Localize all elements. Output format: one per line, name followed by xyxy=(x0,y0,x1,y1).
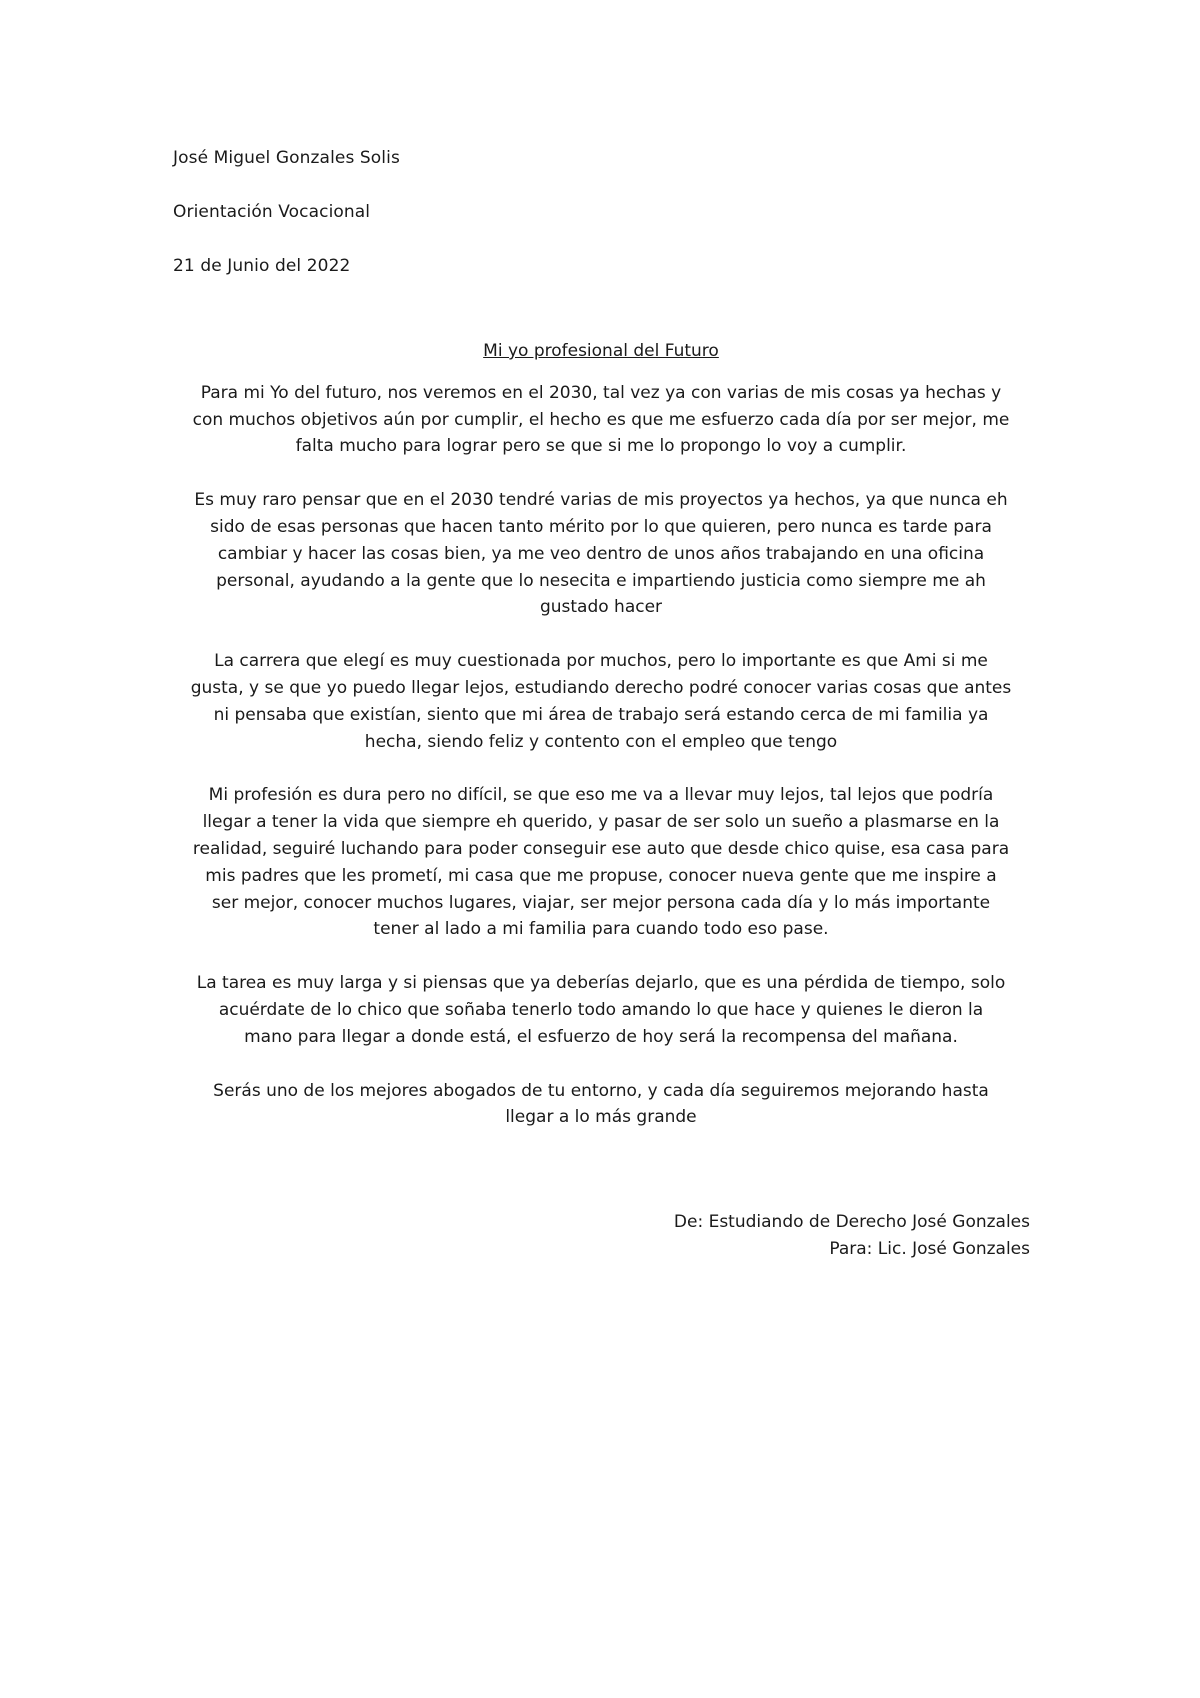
document-title: Mi yo profesional del Futuro xyxy=(483,341,719,361)
paragraph-line: ni pensaba que existían, siento que mi área de trabajo será estando cerca de mi familia ya xyxy=(213,704,989,725)
paragraph-line: La carrera que elegí es muy cuestionada por muchos, pero lo importante es que Ami si me xyxy=(214,651,988,672)
paragraph-line: gustado hacer xyxy=(539,597,663,618)
signature-to: Para: Lic. José Gonzales xyxy=(829,1238,1030,1259)
paragraph-line: llegar a lo más grande xyxy=(505,1107,697,1128)
paragraph-line: La tarea es muy larga y si piensas que ya deberías dejarlo, que es una pérdida de tiempo, solo xyxy=(196,973,1006,994)
paragraph-6 xyxy=(160,1078,1042,1132)
paragraph-line: tener al lado a mi familia para cuando todo eso pase. xyxy=(373,919,829,940)
paragraph-line: ser mejor, conocer muchos lugares, viajar, ser mejor persona cada día y lo más importante xyxy=(211,892,991,913)
course-name: Orientación Vocacional xyxy=(173,202,371,222)
paragraph-4 xyxy=(160,782,1042,943)
paragraph-line: Mi profesión es dura pero no difícil, se que eso me va a llevar muy lejos, tal lejos que podría xyxy=(208,785,994,806)
paragraph-line: sido de esas personas que hacen tanto mérito por lo que quieren, pero nunca es tarde para xyxy=(210,516,992,537)
paragraph-line: acuérdate de lo chico que soñaba tenerlo todo amando lo que hace y quienes le dieron la xyxy=(218,999,984,1020)
author-name: José Miguel Gonzales Solis xyxy=(173,148,400,168)
paragraph-1 xyxy=(160,380,1042,460)
paragraph-line: Serás uno de los mejores abogados de tu entorno, y cada día seguiremos mejorando hasta xyxy=(213,1080,989,1101)
paragraph-line: llegar a tener la vida que siempre eh querido, y pasar de ser solo un sueño a plasmarse en la xyxy=(202,812,1000,833)
paragraph-3 xyxy=(160,648,1042,755)
paragraph-line: falta mucho para lograr pero se que si me lo propongo lo voy a cumplir. xyxy=(295,436,907,457)
signature-from: De: Estudiando de Derecho José Gonzales xyxy=(673,1212,1030,1232)
paragraph-line: cambiar y hacer las cosas bien, ya me veo dentro de unos años trabajando en una oficina xyxy=(217,543,985,564)
paragraph-line: realidad, seguiré luchando para poder conseguir ese auto que desde chico quise, esa casa para xyxy=(192,838,1010,859)
paragraph-line: mis padres que les prometí, mi casa que me propuse, conocer nueva gente que me inspire a xyxy=(205,865,997,886)
paragraph-line: con muchos objetivos aún por cumplir, el hecho es que me esfuerzo cada día por ser mejor, me xyxy=(192,409,1010,430)
paragraph-line: mano para llegar a donde está, el esfuerzo de hoy será la recompensa del mañana. xyxy=(244,1026,958,1047)
letter-body xyxy=(160,338,1042,1158)
paragraph-line: hecha, siendo feliz y contento con el empleo que tengo xyxy=(364,731,838,752)
paragraph-line: gusta, y se que yo puedo llegar lejos, estudiando derecho podré conocer varias cosas que antes xyxy=(190,677,1012,698)
paragraph-line: Es muy raro pensar que en el 2030 tendré varias de mis proyectos ya hechos, ya que nunca eh xyxy=(194,490,1008,511)
paragraph-5 xyxy=(160,970,1042,1050)
paragraph-line: Para mi Yo del futuro, nos veremos en el 2030, tal vez ya con varias de mis cosas ya hechas y xyxy=(200,382,1002,403)
document-date: 21 de Junio del 2022 xyxy=(173,256,351,276)
paragraph-line: personal, ayudando a la gente que lo nesecita e impartiendo justicia como siempre me ah xyxy=(216,570,986,591)
paragraph-2 xyxy=(160,487,1042,621)
signature-block xyxy=(674,1209,1030,1263)
